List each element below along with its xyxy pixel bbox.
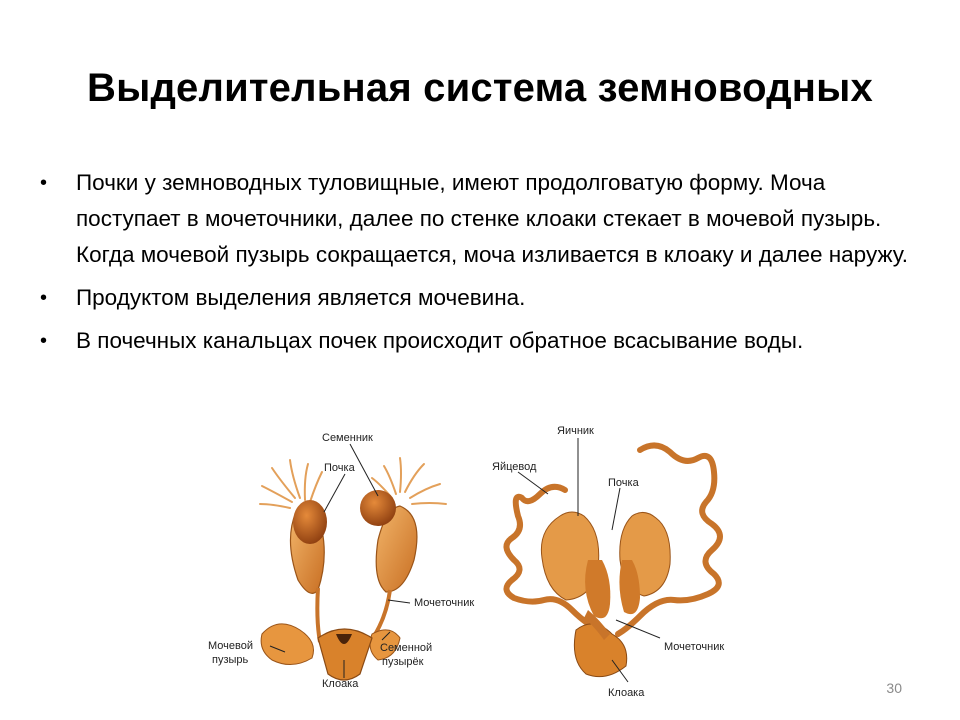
bladder: [261, 624, 313, 665]
bullet-dot: •: [40, 330, 48, 352]
label-ureter-male: Мочеточник: [414, 597, 475, 609]
bullet-dot: •: [40, 172, 48, 194]
label-vesicle-1: Семенной: [380, 642, 433, 654]
label-cloaca-male: Клоака: [322, 678, 359, 690]
bullet-dot: •: [40, 287, 48, 309]
label-ovary: Яичник: [557, 425, 594, 437]
testis-left: [293, 500, 327, 544]
bullet-text: Продуктом выделения является мочевина.: [76, 285, 526, 310]
bullet-list: [40, 165, 920, 366]
label-ureter-female: Мочеточник: [664, 641, 725, 653]
label-kidney-female: Почка: [608, 477, 639, 489]
page-number: 30: [886, 680, 902, 696]
female-system: [492, 425, 724, 699]
bullet-text: В почечных канальцах почек происходит обратное всасывание воды.: [76, 328, 804, 353]
label-testis: Семенник: [322, 432, 373, 444]
label-oviduct: Яйцевод: [492, 461, 537, 473]
bullet-item: [40, 323, 920, 359]
anatomy-illustration: [200, 420, 740, 705]
kidney-female-left: [585, 560, 610, 618]
slide-title: Выделительная система земноводных: [87, 66, 873, 110]
bullet-item: [40, 165, 920, 273]
bullet-text: Почки у земноводных туловищные, имеют продолговатую форму. Моча поступает в мочеточники, далее по стенке клоаки стекает в мочевой пузырь. Когда мочевой пузырь сокращается, моча изливается в клоаку и далее наружу.: [76, 170, 908, 267]
label-kidney-male: Почка: [324, 462, 355, 474]
label-bladder-2: пузырь: [212, 654, 249, 666]
ureter-left: [317, 588, 320, 642]
amphibian-excretory-figure: [200, 420, 740, 705]
male-system: [208, 432, 474, 690]
label-vesicle-2: пузырёк: [382, 656, 424, 668]
bullet-item: [40, 280, 920, 316]
label-bladder-1: Мочевой: [208, 640, 253, 652]
label-cloaca-female: Клоака: [608, 687, 645, 699]
